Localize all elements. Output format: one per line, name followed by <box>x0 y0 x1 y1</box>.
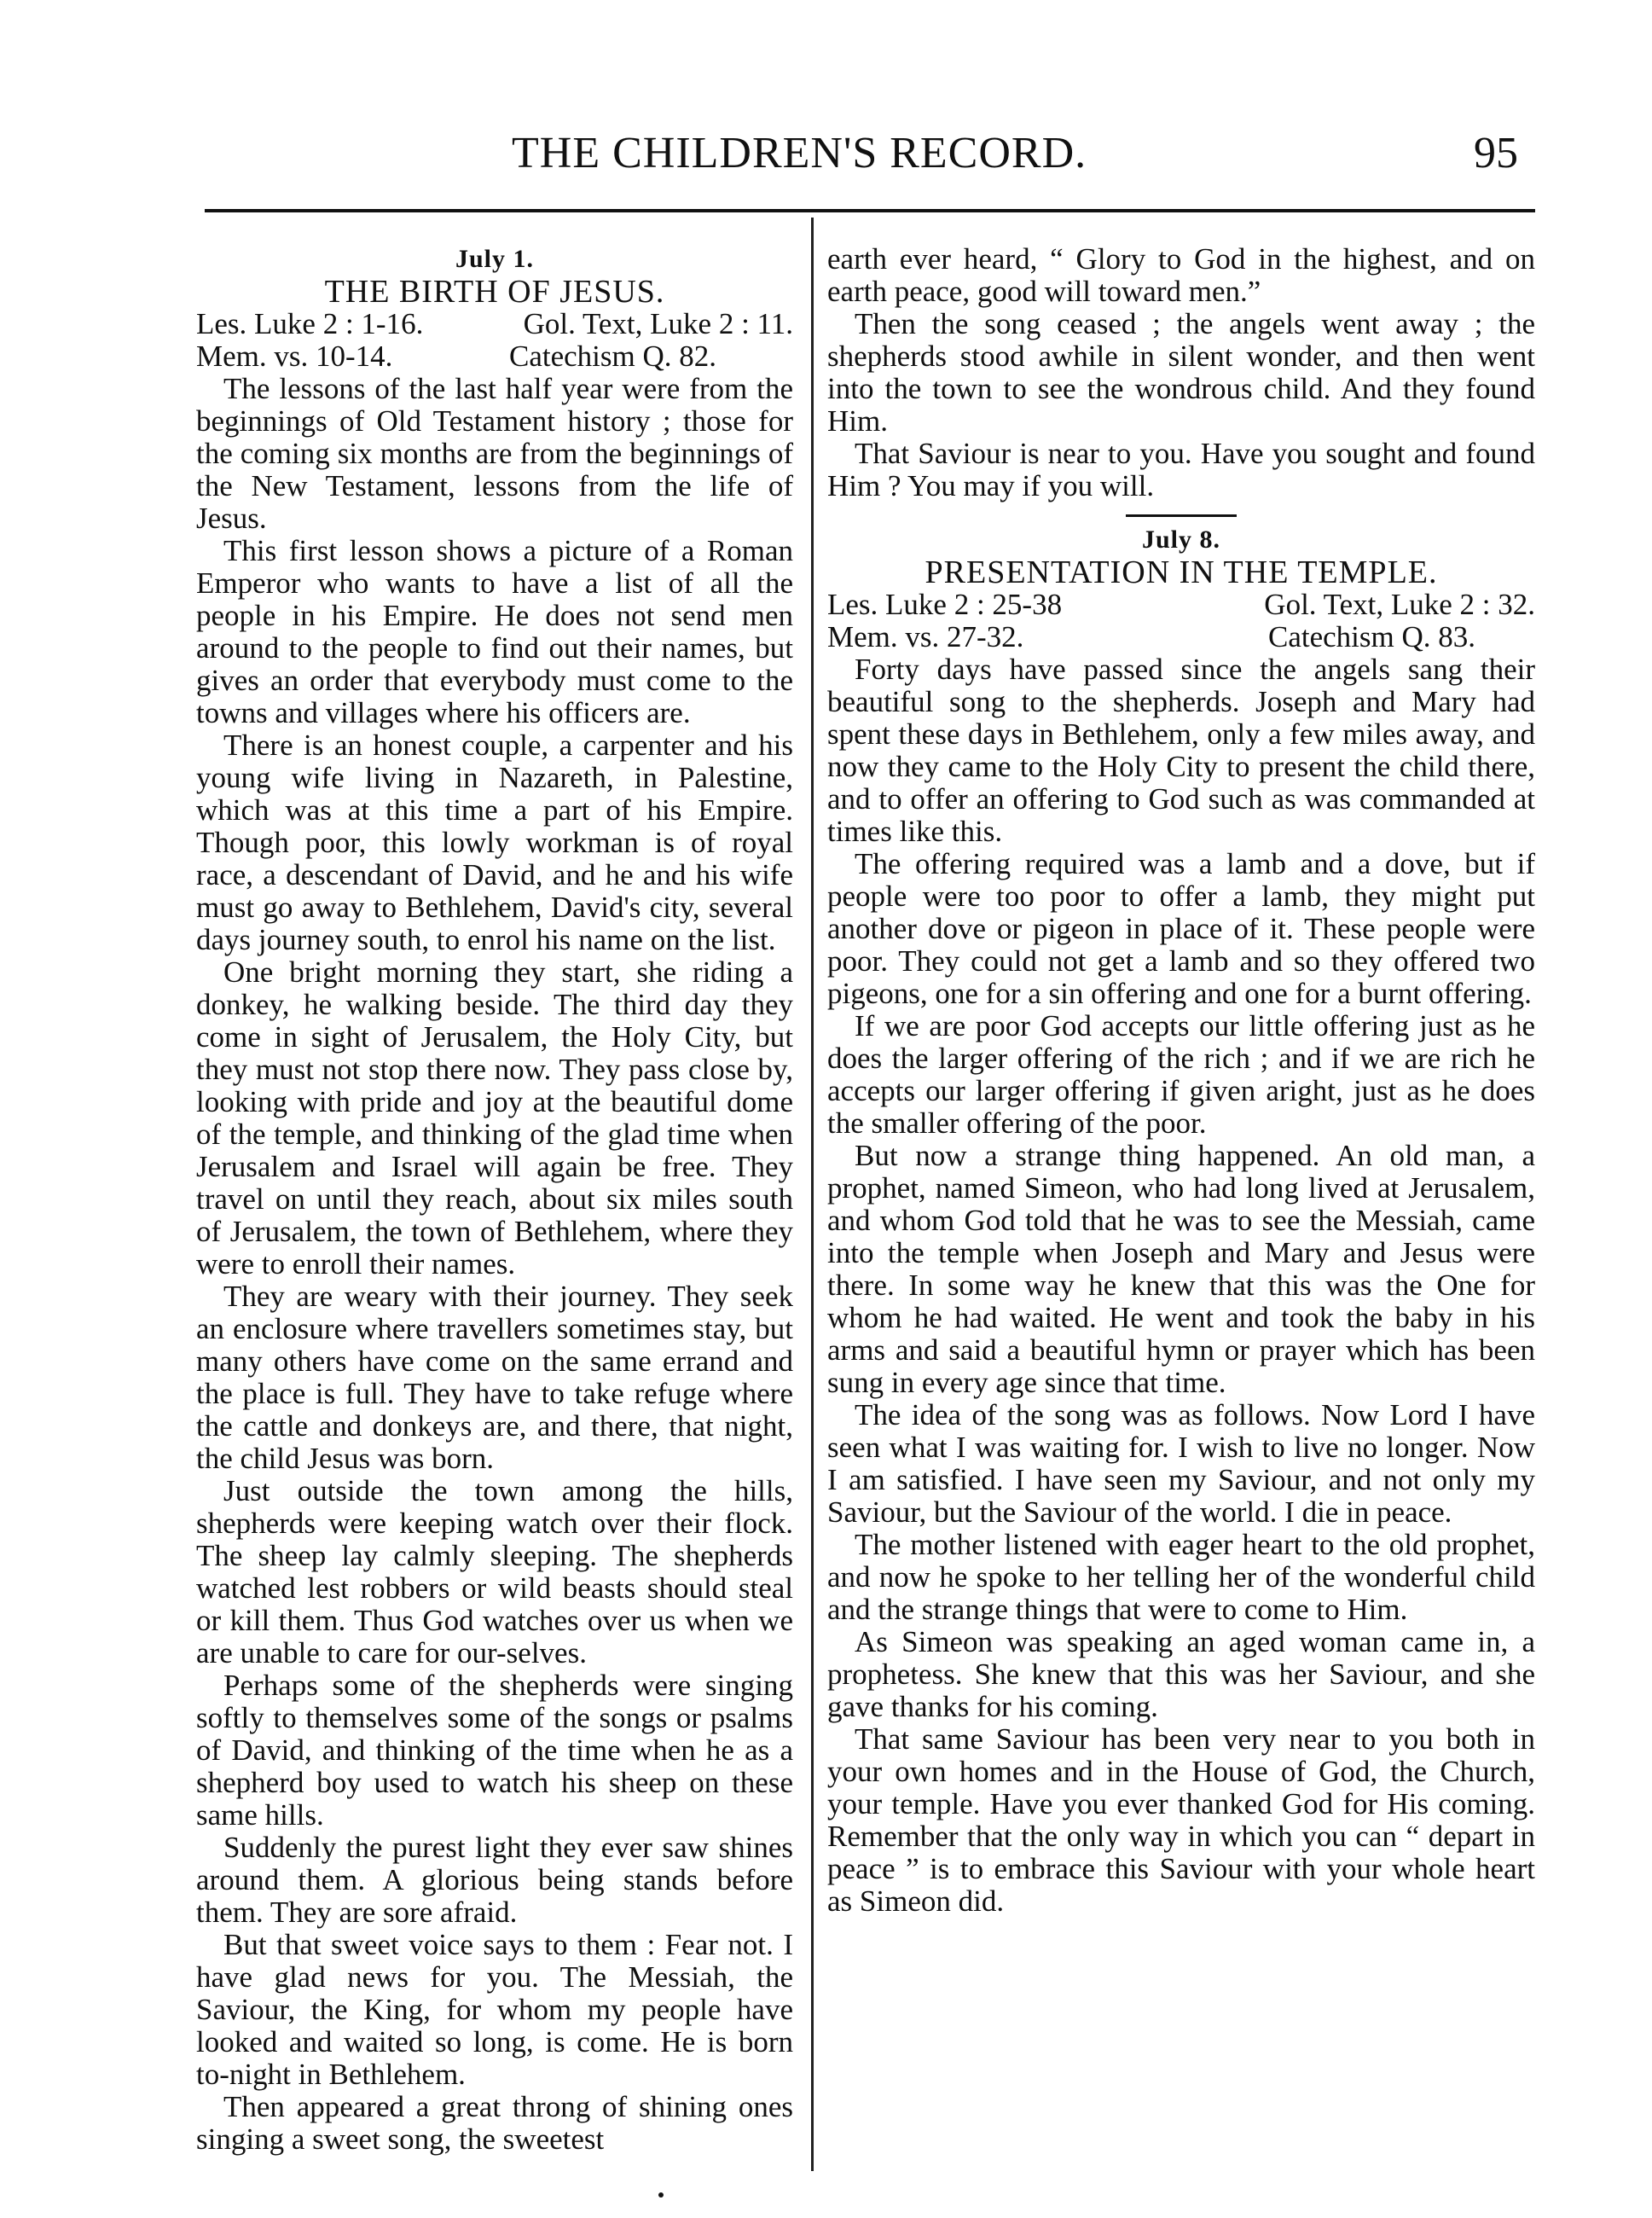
paragraph: There is an honest couple, a carpenter and his young wife living in Nazareth, in Palestine, which was at this time a part of his Empire. Though poor, this lowly workman is of royal race, a descendant of David, and he and his wife must go away to Bethlehem, David's city, several days journey south, to enrol his name on the list. <box>196 729 793 956</box>
lesson-reference: Les. Luke 2 : 25-38 <box>827 588 1063 621</box>
paragraph: The offering required was a lamb and a dove, but if people were too poor to offer a lamb, they might put another dove or pigeon in place of it. These people were poor. They could not get a lamb and so they offered two pigeons, one for a sin offering and one for a burnt offering. <box>827 847 1535 1010</box>
paragraph: The idea of the song was as follows. Now Lord I have seen what I was waiting for. I wish to live no longer. Now I am satisfied. I have seen my Saviour, and not only my Saviour, but the Saviour of the world. I die in peace. <box>827 1398 1535 1529</box>
catechism: Catechism Q. 82. <box>508 340 716 373</box>
paragraph: As Simeon was speaking an aged woman came in, a prophetess. She knew that this was her Saviour, and she gave thanks for his coming. <box>827 1625 1535 1723</box>
lesson-reference: Les. Luke 2 : 1-16. <box>196 307 424 340</box>
memory-catechism-line <box>827 621 1535 653</box>
paragraph: But now a strange thing happened. An old man, a prophet, named Simeon, who had long lived at Jerusalem, and whom God told that he was to see the Messiah, came into the temple when Joseph and Mary and Jesus were there. In some way he knew that this was the One for whom he had waited. He went and took the baby in his arms and said a beautiful hymn or prayer which has been sung in every age since that time. <box>827 1139 1535 1399</box>
paragraph: Just outside the town among the hills, shepherds were keeping watch over their flock. The sheep lay calmly sleeping. The shepherds watched lest robbers or wild beasts should steal or kill them. Thus God watches over us when we are unable to care for our-selves. <box>196 1474 793 1669</box>
memory-verses: Mem. vs. 27-32. <box>827 620 1024 653</box>
lesson-title: PRESENTATION IN THE TEMPLE. <box>925 554 1438 590</box>
paragraph: That same Saviour has been very near to you both in your own homes and in the House of God, the Church, your temple. Have you ever thanked God for His coming. Remember that the only way in which you can “ depart in peace ” is to embrace this Saviour with your whole heart as Simeon did. <box>827 1722 1535 1918</box>
lesson-reference-line <box>827 589 1535 621</box>
page-number: 95 <box>1474 129 1518 177</box>
paragraph: Then appeared a great throng of shining ones singing a sweet song, the sweetest <box>196 2090 793 2156</box>
paragraph: But that sweet voice says to them : Fear not. I have glad news for you. The Messiah, the Saviour, the King, for whom my people have looked and waited so long, is come. He is born to-night in Bethlehem. <box>196 1928 793 2091</box>
paragraph: That Saviour is near to you. Have you sought and found Him ? You may if you will. <box>827 437 1535 502</box>
paragraph: Perhaps some of the shepherds were singing softly to themselves some of the songs or psalms of David, and thinking of the time when he as a shepherd boy used to watch his sheep on these same hills. <box>196 1669 793 1832</box>
paragraph: The mother listened with eager heart to the old prophet, and now he spoke to her telling her of the wonderful child and the strange things that were to come to Him. <box>827 1528 1535 1626</box>
lesson-title: THE BIRTH OF JESUS. <box>324 274 665 310</box>
golden-text: Gol. Text, Luke 2 : 32. <box>1264 588 1535 621</box>
paragraph: Suddenly the purest light they ever saw shines around them. A glorious being stands before them. They are sore afraid. <box>196 1831 793 1929</box>
paragraph: Forty days have passed since the angels sang their beautiful song to the shepherds. Joseph and Mary had spent these days in Bethlehem, only a few miles away, and now they came to the Holy City to present the child there, and to offer an offering to God such as was commanded at times like this. <box>827 653 1535 848</box>
paragraph: This first lesson shows a picture of a Roman Emperor who wants to have a list of all the people in his Empire. He does not send men around to the people to find out their names, but gives an order that everybody must come to the towns and villages where his officers are. <box>196 534 793 729</box>
paragraph: earth ever heard, “ Glory to God in the highest, and on earth peace, good will toward men.” <box>827 242 1535 308</box>
lesson-date: July 1. <box>455 245 535 273</box>
header-rule <box>205 209 1535 212</box>
lesson-date: July 8. <box>1141 525 1221 554</box>
section-rule <box>1126 514 1237 517</box>
catechism: Catechism Q. 83. <box>1267 620 1475 653</box>
running-title: THE CHILDREN'S RECORD. <box>512 129 1087 177</box>
lesson-reference-line <box>196 308 793 340</box>
paragraph: One bright morning they start, she riding a donkey, he walking beside. The third day they come in sight of Jerusalem, the Holy City, but they must not stop there now. They pass close by, looking with pride and joy at the beautiful dome of the temple, and thinking of the glad time when Jerusalem and Israel will again be free. They travel on until they reach, about six miles south of Jerusalem, the town of Bethlehem, where they were to enroll their names. <box>196 955 793 1280</box>
paragraph: If we are poor God accepts our little offering just as he does the larger offering of the rich ; and if we are rich he accepts our larger offering if given aright, just as he does the smaller offering of the poor. <box>827 1009 1535 1140</box>
left-column <box>196 243 793 2156</box>
print-speck <box>658 2192 664 2198</box>
paragraph: The lessons of the last half year were from the beginnings of Old Testament history ; those for the coming six months are from the beginnings of the New Testament, lessons from the life of Jesus. <box>196 372 793 535</box>
memory-verses: Mem. vs. 10-14. <box>196 340 393 373</box>
golden-text: Gol. Text, Luke 2 : 11. <box>523 307 793 340</box>
paragraph: Then the song ceased ; the angels went away ; the shepherds stood awhile in silent wonder, and then went into the town to see the wondrous child. And they found Him. <box>827 307 1535 438</box>
memory-catechism-line <box>196 340 793 373</box>
paragraph: They are weary with their journey. They seek an enclosure where travellers sometimes stay, but many others have come on the same errand and the place is full. They have to take refuge where the cattle and donkeys are, and there, that night, the child Jesus was born. <box>196 1280 793 1475</box>
page-header <box>205 128 1535 179</box>
right-column <box>827 243 1535 1918</box>
column-divider <box>811 218 814 2171</box>
